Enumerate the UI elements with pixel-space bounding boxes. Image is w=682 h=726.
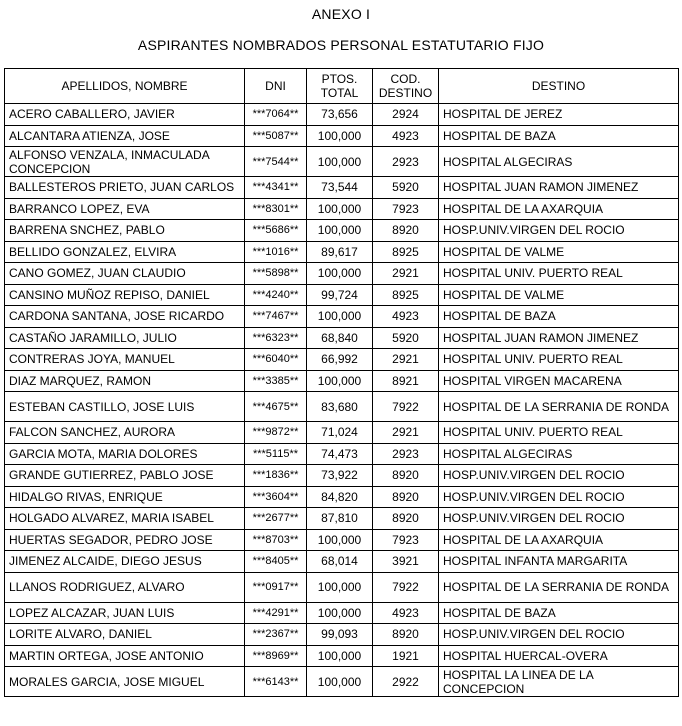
cell-destination: HOSPITAL ALGECIRAS [439, 443, 679, 465]
cell-code: 5920 [373, 177, 439, 199]
cell-code: 8920 [373, 220, 439, 242]
cell-name: ALFONSO VENZALA, INMACULADA CONCEPCION [5, 147, 245, 177]
cell-destination: HOSPITAL JUAN RAMON JIMENEZ [439, 177, 679, 199]
cell-dni: ***4291** [245, 602, 307, 624]
cell-destination: HOSPITAL DE BAZA [439, 602, 679, 624]
cell-dni: ***6323** [245, 327, 307, 349]
cell-dni: ***4240** [245, 284, 307, 306]
cell-code: 4923 [373, 602, 439, 624]
cell-name: CANSINO MUÑOZ REPISO, DANIEL [5, 284, 245, 306]
cell-points: 100,000 [307, 147, 373, 177]
header-code-line1: COD. [390, 72, 421, 86]
table-row [5, 349, 679, 371]
cell-destination: HOSPITAL UNIV. PUERTO REAL [439, 422, 679, 444]
cell-code: 3921 [373, 551, 439, 573]
table-row [5, 147, 679, 177]
table-row [5, 422, 679, 444]
cell-name: LORITE ALVARO, DANIEL [5, 624, 245, 646]
cell-dni: ***9872** [245, 422, 307, 444]
cell-code: 7923 [373, 198, 439, 220]
cell-code: 8920 [373, 465, 439, 487]
cell-dni: ***4341** [245, 177, 307, 199]
cell-dni: ***8969** [245, 645, 307, 667]
cell-dni: ***5115** [245, 443, 307, 465]
cell-code: 7922 [373, 392, 439, 422]
table-row [5, 327, 679, 349]
table-row [5, 370, 679, 392]
table-body [5, 104, 679, 697]
table-row [5, 508, 679, 530]
cell-code: 2921 [373, 263, 439, 285]
cell-points: 66,992 [307, 349, 373, 371]
cell-dni: ***7544** [245, 147, 307, 177]
cell-name: LOPEZ ALCAZAR, JUAN LUIS [5, 602, 245, 624]
table-row [5, 465, 679, 487]
cell-dni: ***1016** [245, 241, 307, 263]
cell-destination: HOSPITAL VIRGEN MACARENA [439, 370, 679, 392]
table-row [5, 104, 679, 126]
cell-points: 100,000 [307, 529, 373, 551]
cell-name: FALCON SANCHEZ, AURORA [5, 422, 245, 444]
cell-destination: HOSPITAL DE LA AXARQUIA [439, 198, 679, 220]
cell-code: 2921 [373, 422, 439, 444]
table-row [5, 392, 679, 422]
cell-name: CONTRERAS JOYA, MANUEL [5, 349, 245, 371]
cell-points: 83,680 [307, 392, 373, 422]
cell-name: HIDALGO RIVAS, ENRIQUE [5, 486, 245, 508]
cell-points: 68,014 [307, 551, 373, 573]
cell-code: 8920 [373, 508, 439, 530]
cell-name: BARRANCO LOPEZ, EVA [5, 198, 245, 220]
table-row [5, 551, 679, 573]
table-row [5, 284, 679, 306]
cell-points: 99,724 [307, 284, 373, 306]
header-code [373, 69, 439, 104]
cell-dni: ***5686** [245, 220, 307, 242]
header-dni: DNI [245, 69, 307, 104]
table-row [5, 486, 679, 508]
cell-destination: HOSPITAL DE LA SERRANIA DE RONDA [439, 572, 679, 602]
table-row [5, 125, 679, 147]
cell-code: 4923 [373, 125, 439, 147]
cell-name: HOLGADO ALVAREZ, MARIA ISABEL [5, 508, 245, 530]
cell-code: 2922 [373, 667, 439, 697]
cell-dni: ***8703** [245, 529, 307, 551]
cell-destination: HOSPITAL DE BAZA [439, 125, 679, 147]
cell-dni: ***7064** [245, 104, 307, 126]
table-header-row [5, 69, 679, 104]
cell-points: 71,024 [307, 422, 373, 444]
header-points-line2: TOTAL [320, 86, 359, 100]
cell-dni: ***6040** [245, 349, 307, 371]
cell-destination: HOSPITAL DE VALME [439, 284, 679, 306]
cell-points: 84,820 [307, 486, 373, 508]
cell-name: ACERO CABALLERO, JAVIER [5, 104, 245, 126]
cell-name: MORALES GARCIA, JOSE MIGUEL [5, 667, 245, 697]
header-points-line1: PTOS. [321, 72, 358, 86]
header-destination: DESTINO [439, 69, 679, 104]
cell-name: LLANOS RODRIGUEZ, ALVARO [5, 572, 245, 602]
table-row [5, 306, 679, 328]
cell-points: 73,922 [307, 465, 373, 487]
cell-code: 4923 [373, 306, 439, 328]
cell-points: 100,000 [307, 602, 373, 624]
cell-dni: ***3385** [245, 370, 307, 392]
cell-destination: HOSPITAL UNIV. PUERTO REAL [439, 263, 679, 285]
cell-points: 73,656 [307, 104, 373, 126]
cell-destination: HOSPITAL HUERCAL-OVERA [439, 645, 679, 667]
cell-name: BARRENA SNCHEZ, PABLO [5, 220, 245, 242]
cell-code: 8925 [373, 284, 439, 306]
cell-name: GARCIA MOTA, MARIA DOLORES [5, 443, 245, 465]
cell-destination: HOSPITAL LA LINEA DE LA CONCEPCION [439, 667, 679, 697]
cell-dni: ***7467** [245, 306, 307, 328]
document-title: ASPIRANTES NOMBRADOS PERSONAL ESTATUTARIO FIJO [137, 37, 545, 53]
header-code-line2: DESTINO [378, 86, 433, 100]
cell-destination: HOSPITAL JUAN RAMON JIMENEZ [439, 327, 679, 349]
cell-code: 5920 [373, 327, 439, 349]
cell-destination: HOSP.UNIV.VIRGEN DEL ROCIO [439, 465, 679, 487]
table-row [5, 529, 679, 551]
cell-dni: ***1836** [245, 465, 307, 487]
cell-points: 68,840 [307, 327, 373, 349]
cell-dni: ***5087** [245, 125, 307, 147]
cell-name: ESTEBAN CASTILLO, JOSE LUIS [5, 392, 245, 422]
cell-code: 8920 [373, 486, 439, 508]
cell-points: 73,544 [307, 177, 373, 199]
cell-points: 100,000 [307, 220, 373, 242]
cell-code: 7922 [373, 572, 439, 602]
header-name: APELLIDOS, NOMBRE [5, 69, 245, 104]
cell-dni: ***4675** [245, 392, 307, 422]
cell-destination: HOSP.UNIV.VIRGEN DEL ROCIO [439, 220, 679, 242]
cell-dni: ***5898** [245, 263, 307, 285]
cell-dni: ***6143** [245, 667, 307, 697]
cell-points: 100,000 [307, 370, 373, 392]
table-row [5, 198, 679, 220]
cell-dni: ***3604** [245, 486, 307, 508]
cell-code: 7923 [373, 529, 439, 551]
cell-name: GRANDE GUTIERREZ, PABLO JOSE [5, 465, 245, 487]
table-row [5, 177, 679, 199]
cell-name: CARDONA SANTANA, JOSE RICARDO [5, 306, 245, 328]
cell-points: 100,000 [307, 263, 373, 285]
cell-name: ALCANTARA ATIENZA, JOSE [5, 125, 245, 147]
cell-code: 8925 [373, 241, 439, 263]
cell-destination: HOSP.UNIV.VIRGEN DEL ROCIO [439, 508, 679, 530]
cell-destination: HOSPITAL DE VALME [439, 241, 679, 263]
table-row [5, 220, 679, 242]
cell-destination: HOSPITAL INFANTA MARGARITA [439, 551, 679, 573]
cell-points: 100,000 [307, 667, 373, 697]
cell-code: 2921 [373, 349, 439, 371]
cell-destination: HOSP.UNIV.VIRGEN DEL ROCIO [439, 624, 679, 646]
table-row [5, 602, 679, 624]
table-row [5, 667, 679, 697]
cell-points: 87,810 [307, 508, 373, 530]
appointees-table [4, 68, 679, 697]
cell-code: 8920 [373, 624, 439, 646]
cell-points: 100,000 [307, 198, 373, 220]
cell-name: CANO GOMEZ, JUAN CLAUDIO [5, 263, 245, 285]
annex-label: ANEXO I [311, 6, 371, 22]
cell-destination: HOSPITAL DE LA AXARQUIA [439, 529, 679, 551]
cell-destination: HOSPITAL DE LA SERRANIA DE RONDA [439, 392, 679, 422]
cell-dni: ***2367** [245, 624, 307, 646]
table-row [5, 263, 679, 285]
cell-dni: ***8301** [245, 198, 307, 220]
cell-code: 2923 [373, 147, 439, 177]
cell-points: 100,000 [307, 572, 373, 602]
cell-points: 99,093 [307, 624, 373, 646]
cell-points: 100,000 [307, 125, 373, 147]
cell-name: HUERTAS SEGADOR, PEDRO JOSE [5, 529, 245, 551]
table-row [5, 241, 679, 263]
cell-code: 8921 [373, 370, 439, 392]
cell-name: BELLIDO GONZALEZ, ELVIRA [5, 241, 245, 263]
cell-name: BALLESTEROS PRIETO, JUAN CARLOS [5, 177, 245, 199]
cell-points: 100,000 [307, 645, 373, 667]
cell-dni: ***2677** [245, 508, 307, 530]
cell-name: JIMENEZ ALCAIDE, DIEGO JESUS [5, 551, 245, 573]
cell-destination: HOSPITAL UNIV. PUERTO REAL [439, 349, 679, 371]
cell-name: CASTAÑO JARAMILLO, JULIO [5, 327, 245, 349]
table-row [5, 645, 679, 667]
table-row [5, 443, 679, 465]
cell-points: 89,617 [307, 241, 373, 263]
cell-destination: HOSPITAL DE BAZA [439, 306, 679, 328]
header-points [307, 69, 373, 104]
table-row [5, 572, 679, 602]
cell-destination: HOSP.UNIV.VIRGEN DEL ROCIO [439, 486, 679, 508]
cell-points: 74,473 [307, 443, 373, 465]
cell-points: 100,000 [307, 306, 373, 328]
cell-dni: ***0917** [245, 572, 307, 602]
cell-destination: HOSPITAL DE JEREZ [439, 104, 679, 126]
cell-name: MARTIN ORTEGA, JOSE ANTONIO [5, 645, 245, 667]
cell-code: 1921 [373, 645, 439, 667]
cell-code: 2923 [373, 443, 439, 465]
cell-name: DIAZ MARQUEZ, RAMON [5, 370, 245, 392]
cell-code: 2924 [373, 104, 439, 126]
table-row [5, 624, 679, 646]
cell-dni: ***8405** [245, 551, 307, 573]
cell-destination: HOSPITAL ALGECIRAS [439, 147, 679, 177]
